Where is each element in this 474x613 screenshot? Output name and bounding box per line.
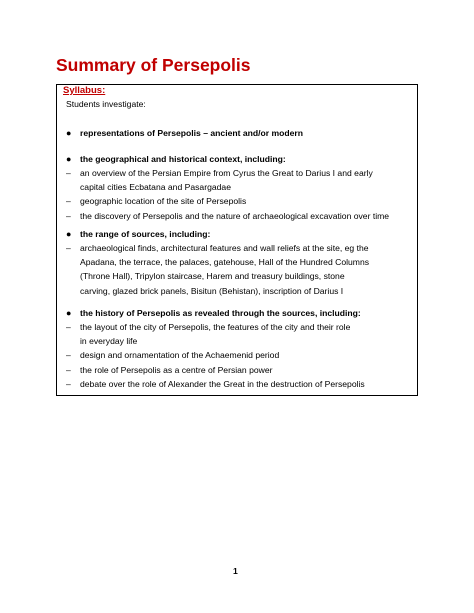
sub-list	[66, 166, 400, 223]
sub-list-item	[66, 194, 400, 208]
dash-icon: –	[66, 322, 71, 332]
sub-list-item	[66, 377, 400, 391]
dash-icon: –	[66, 350, 71, 361]
sub-list-item	[66, 209, 400, 223]
dash-icon: –	[66, 210, 71, 221]
sub-item-line: an overview of the Persian Empire from Cyrus the Great to Darius I and early	[80, 168, 373, 178]
sub-list-item	[66, 241, 400, 298]
bullet-heading: the range of sources, including:	[80, 229, 211, 239]
sub-item-line: carving, glazed brick panels, Bisitun (Behistan), inscription of Darius I	[80, 285, 344, 296]
sub-list-item	[66, 166, 400, 194]
sub-item-line: capital cities Ecbatana and Pasargadae	[80, 182, 231, 193]
bullet-icon: ●	[66, 128, 72, 138]
bullet-icon: ●	[66, 229, 72, 239]
sub-item-line: the layout of the city of Persepolis, the features of the city and their role	[80, 322, 351, 332]
sub-item-line: in everyday life	[80, 336, 138, 347]
bullet-heading: the geographical and historical context, including:	[80, 154, 286, 164]
bullet-heading: representations of Persepolis – ancient and/or modern	[80, 128, 304, 138]
bullet-heading: the history of Persepolis as revealed through the sources, including:	[80, 308, 361, 318]
bullet-icon: ●	[66, 308, 72, 318]
sub-item-line: the discovery of Persepolis and the nature of archaeological excavation over time	[80, 210, 390, 221]
sub-list-item	[66, 363, 400, 377]
bullet-icon: ●	[66, 154, 72, 164]
syllabus-label: Syllabus:	[63, 85, 106, 96]
sub-item-line: design and ornamentation of the Achaemenid period	[80, 350, 280, 361]
dash-icon: –	[66, 378, 71, 389]
intro-text: Students investigate:	[66, 99, 146, 109]
sub-list	[66, 320, 400, 391]
dash-icon: –	[66, 243, 71, 253]
sub-item-line: the role of Persepolis as a centre of Persian power	[80, 364, 273, 375]
page-number: 1	[233, 566, 238, 576]
dash-icon: –	[66, 196, 71, 207]
page-title: Summary of Persepolis	[56, 55, 251, 75]
dash-icon: –	[66, 168, 71, 178]
dash-icon: –	[66, 364, 71, 375]
sub-list-item	[66, 320, 400, 348]
sub-list	[66, 241, 400, 298]
sub-item-line: Apadana, the terrace, the palaces, gatehouse, Hall of the Hundred Columns	[80, 257, 370, 268]
sub-item-line: archaeological finds, architectural features and wall reliefs at the site, eg the	[80, 243, 369, 253]
sub-item-line: debate over the role of Alexander the Great in the destruction of Persepolis	[80, 378, 365, 389]
sub-item-line: geographic location of the site of Persepolis	[80, 196, 247, 207]
sub-item-line: (Throne Hall), Tripylon staircase, Harem and treasury buildings, stone	[80, 271, 345, 282]
sub-list-item	[66, 348, 400, 362]
